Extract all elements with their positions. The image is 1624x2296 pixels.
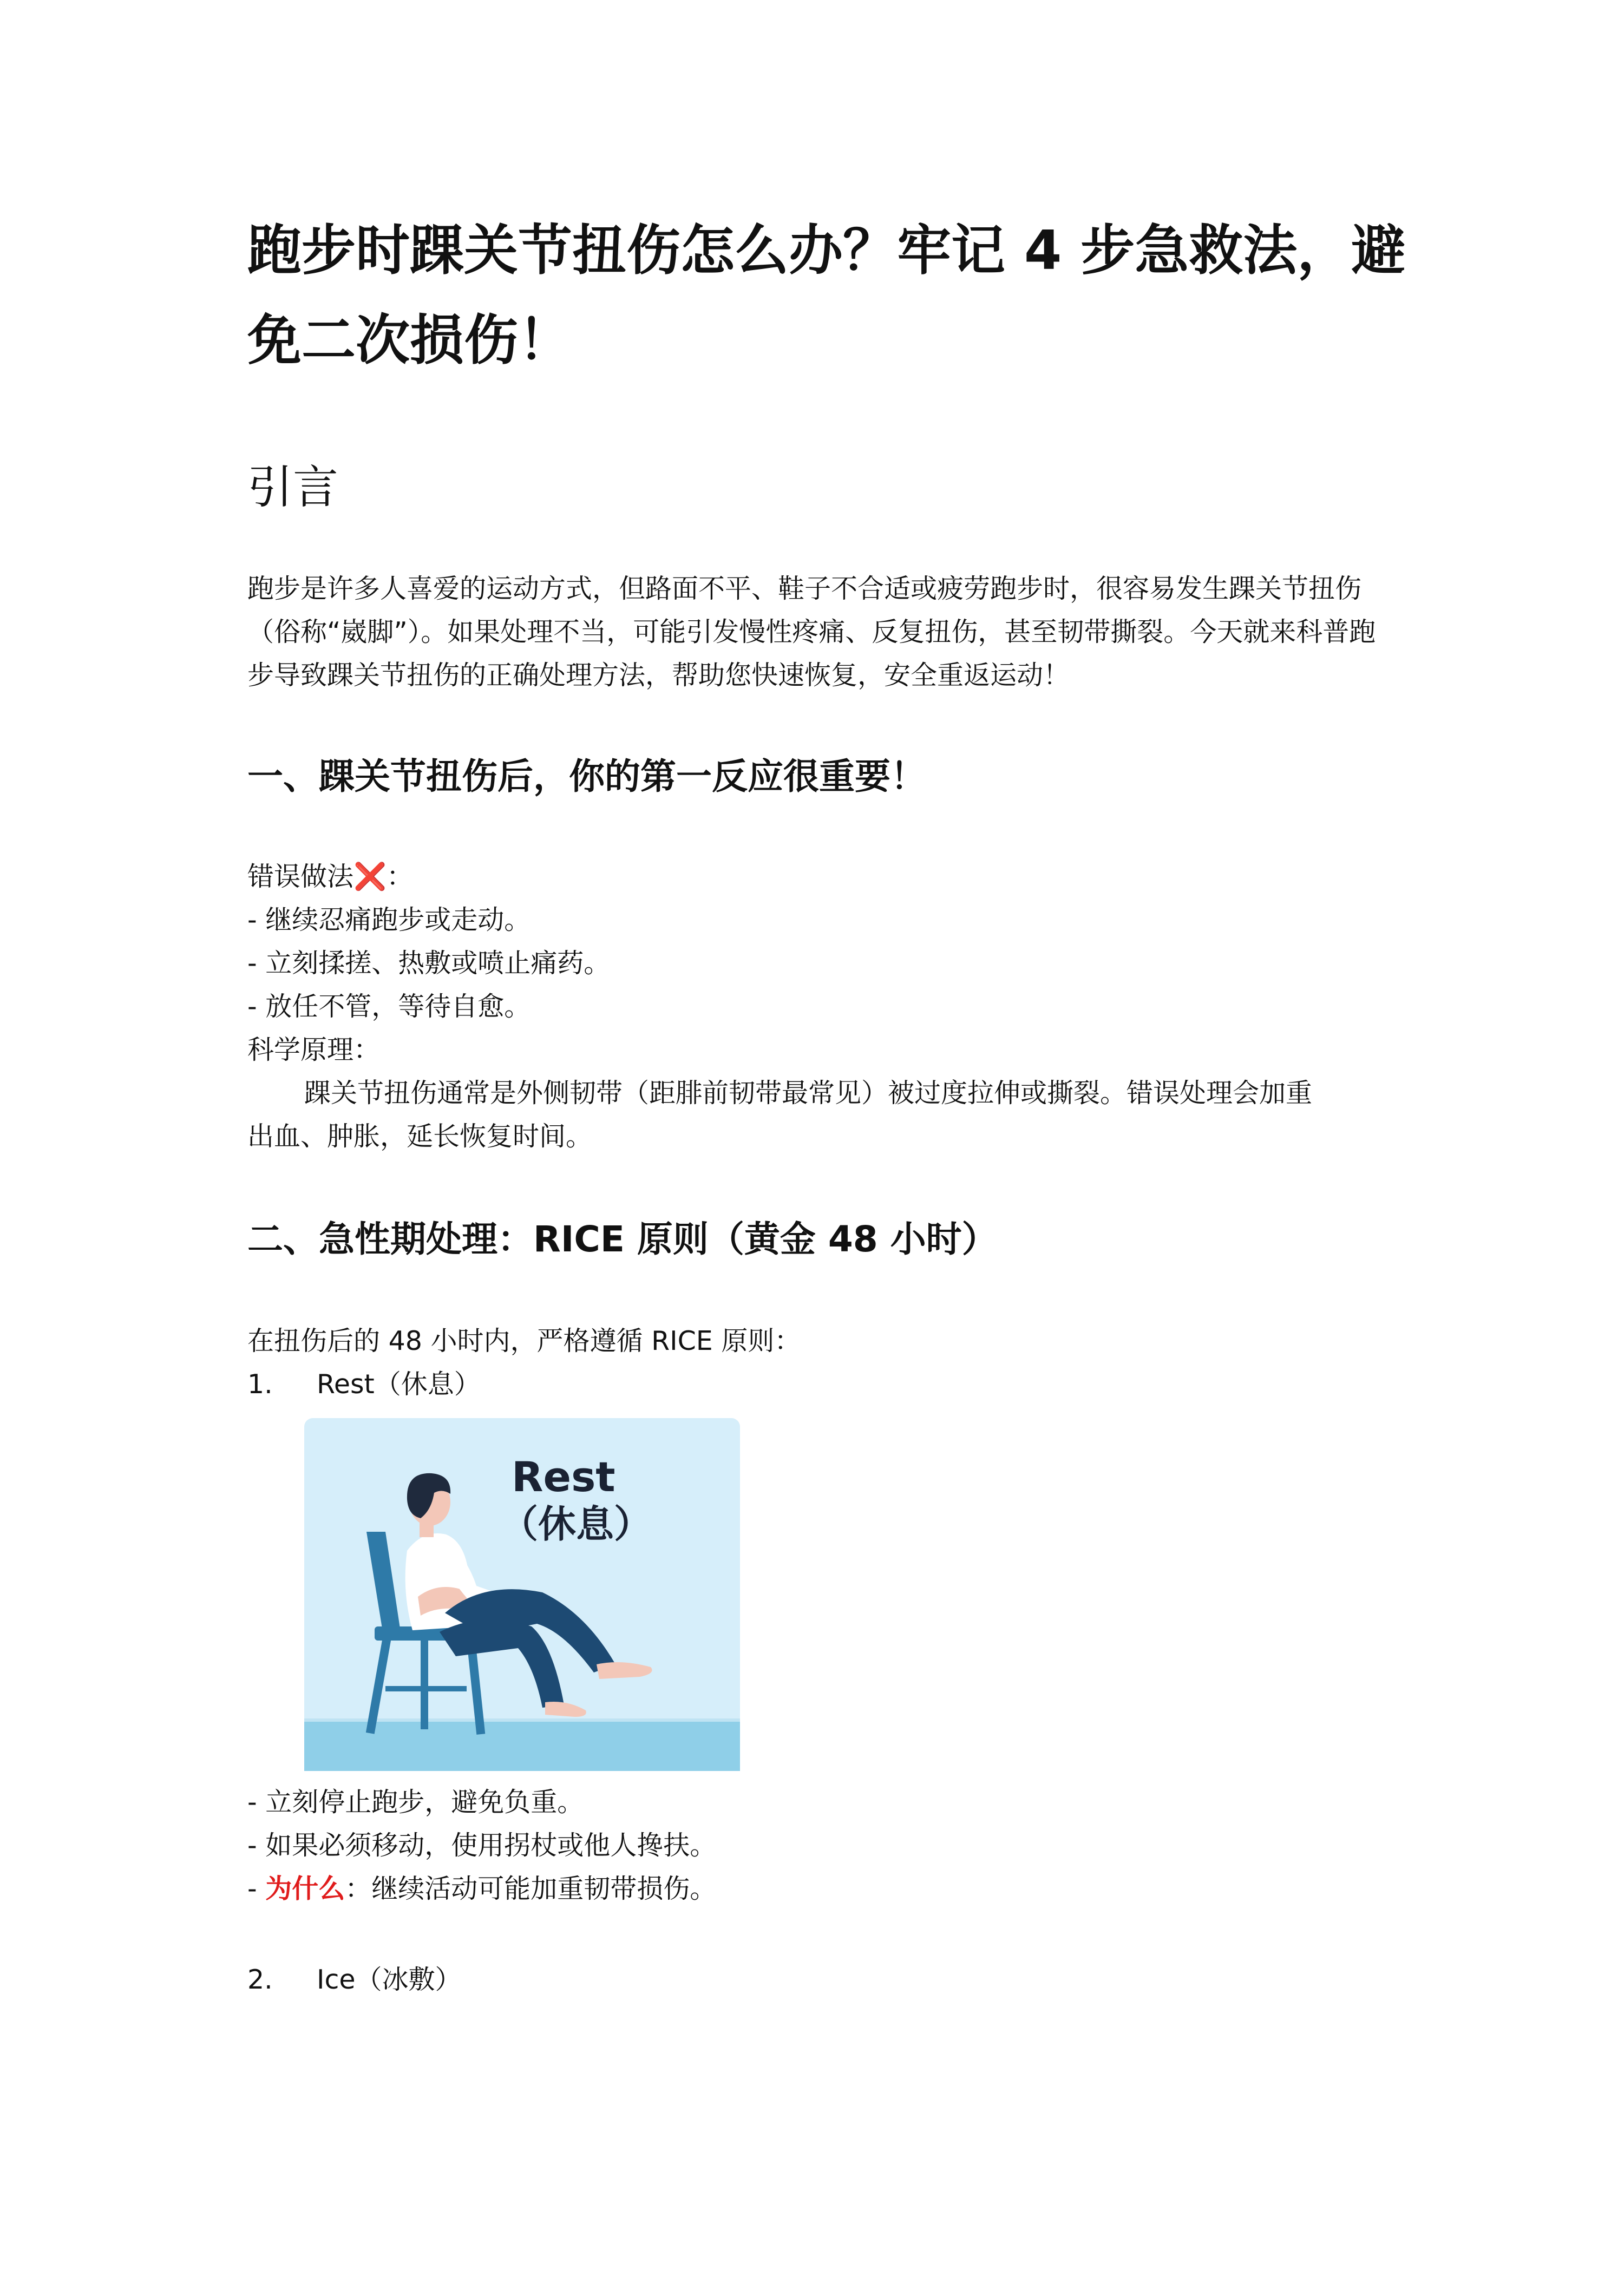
section1-body	[247, 855, 1395, 1158]
step1-details	[247, 1781, 1395, 1911]
intro-paragraph: 跑步是许多人喜爱的运动方式，但路面不平、鞋子不合适或疲劳跑步时，很容易发生踝关节扭伤（俗称“崴脚”）。如果处理不当，可能引发慢性疼痛、反复扭伤，甚至韧带撕裂。今天就来科普跑步导致踝关节扭伤的正确处理方法，帮助您快速恢复，安全重返运动！	[247, 573, 1376, 691]
intro-heading: 引言	[247, 461, 339, 514]
wrong-practice-colon: ：	[387, 861, 414, 892]
list-item: - 继续忍痛跑步或走动。	[247, 904, 531, 935]
section2-intro-block	[247, 1320, 1395, 1363]
rest-illustration	[304, 1418, 740, 1771]
section2-heading: 二、急性期处理：RICE 原则（黄金 48 小时）	[247, 1218, 998, 1260]
step2-item	[247, 1958, 462, 2002]
section1-heading: 一、踝关节扭伤后，你的第一反应很重要！	[247, 756, 926, 797]
why-prefix: -	[247, 1873, 266, 1904]
science-text-line1: 踝关节扭伤通常是外侧韧带（距腓前韧带最常见）被过度拉伸或撕裂。错误处理会加重	[304, 1078, 1313, 1108]
step1-number: 1.	[247, 1369, 273, 1400]
why-label: 为什么	[265, 1873, 345, 1904]
article-title: 跑步时踝关节扭伤怎么办？牢记 4 步急救法，避免二次损伤！	[247, 219, 1406, 372]
figure-title: Rest	[512, 1453, 615, 1501]
section2-intro: 在扭伤后的 48 小时内，严格遵循 RICE 原则：	[247, 1326, 801, 1356]
science-text-line2: 出血、肿胀，延长恢复时间。	[247, 1121, 593, 1152]
step2-label: Ice（冰敷）	[317, 1964, 462, 1995]
step1-label: Rest（休息）	[317, 1369, 481, 1400]
figure-subtitle: （休息）	[500, 1502, 652, 1546]
list-item: - 立刻揉搓、热敷或喷止痛药。	[247, 948, 611, 979]
step1-item	[247, 1363, 481, 1406]
step2-number: 2.	[247, 1964, 273, 1995]
list-item: - 放任不管，等待自愈。	[247, 991, 531, 1022]
why-row	[247, 1867, 1395, 1911]
science-label: 科学原理：	[247, 1034, 381, 1065]
list-item: - 立刻停止跑步，避免负重。	[247, 1787, 584, 1818]
list-item: - 如果必须移动，使用拐杖或他人搀扶。	[247, 1830, 717, 1861]
wrong-practice-label-row	[247, 855, 1395, 898]
why-text: ：继续活动可能加重韧带损伤。	[345, 1873, 717, 1904]
cross-mark-icon: ❌	[353, 861, 387, 892]
wrong-practice-label: 错误做法	[247, 861, 354, 892]
